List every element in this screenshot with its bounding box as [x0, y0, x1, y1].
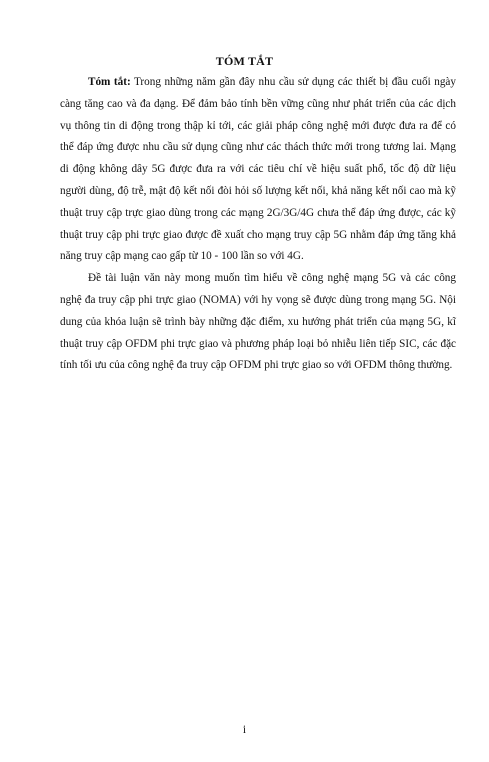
abstract-body [60, 72, 456, 377]
page-title: TÓM TẮT [215, 54, 274, 68]
paragraph-lead: Tóm tắt: [88, 76, 131, 88]
paragraph-1 [60, 72, 456, 268]
paragraph-text: Trong những năm gần đây nhu cầu sử dụng các thiết bị đầu cuối ngày càng tăng cao và đa dạng. Để đảm bảo tính bền vững cũng như phát triển của các dịch vụ thông tin di động trong thập kỉ tới, các giải pháp công nghệ mới được đưa ra để có thể đáp ứng được nhu cầu sử dụng cũng như các thách thức mới trong tương lai. Mạng di động không dây 5G được đưa ra với các tiêu chí về hiệu suất phổ, tốc độ dữ liệu người dùng, độ trễ, mật độ kết nối đòi hỏi số lượng kết nối, khả năng kết nối cao mà kỹ thuật truy cập trực giao dùng trong các mạng 2G/3G/4G chưa thể đáp ứng được, các kỹ thuật truy cập phi trực giao được đề xuất cho mạng truy cập 5G nhằm đáp ứng tăng khả năng truy cập mạng cao gấp từ 10 - 100 lần so với 4G. [60, 76, 456, 263]
page-number: i [242, 724, 247, 736]
paragraph-2 [60, 268, 456, 377]
paragraph-text: Đề tài luận văn này mong muốn tìm hiểu về công nghệ mạng 5G và các công nghệ đa truy cập phi trực giao (NOMA) với hy vọng sẽ được dùng trong mạng 5G. Nội dung của khóa luận sẽ trình bày những đặc điểm, xu hướng phát triển của mạng 5G, kĩ thuật truy cập OFDM phi trực giao và phương pháp loại bỏ nhiễu liên tiếp SIC, các đặc tính tối ưu của công nghệ đa truy cập OFDM phi trực giao so với OFDM thông thường. [60, 272, 456, 372]
